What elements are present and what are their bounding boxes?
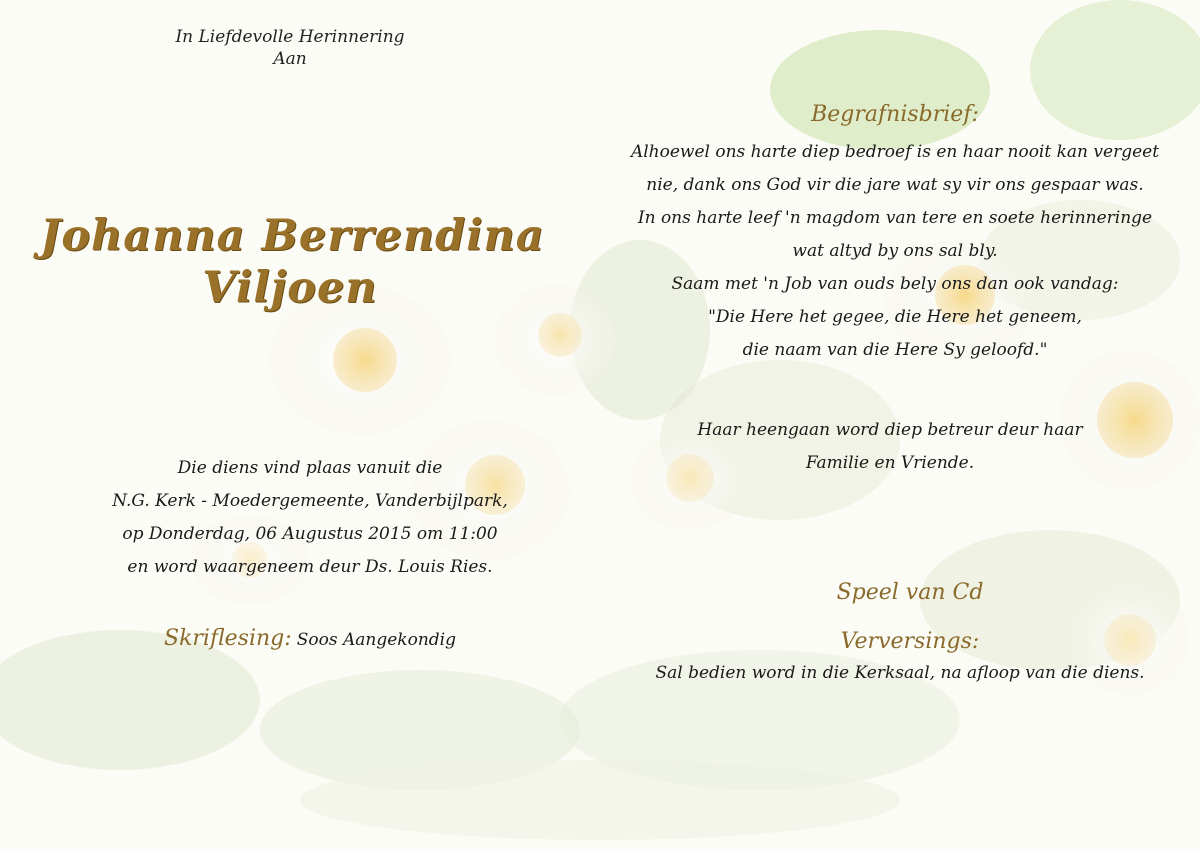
service-details [90,452,530,584]
scripture-reading [100,626,520,651]
mourned-by [640,414,1140,480]
service-line: Die diens vind plaas vanuit die [177,458,443,478]
mourned-line-1: Haar heengaan word diep betreur deur haar [697,420,1083,440]
service-line: op Donderdag, 06 Augustus 2015 om 11:00 [122,524,498,544]
scripture-value: Soos Aangekondig [296,630,456,650]
letter-line: "Die Here het gegee, die Here het geneem, [708,307,1082,327]
refreshments-text: Sal bedien word in die Kerksaal, na afloop van die diens. [655,663,1145,683]
music-label: Speel van Cd [836,580,984,605]
deceased-surname: Viljoen [202,263,378,313]
letter-line: In ons harte leef 'n magdom van tere en soete herinneringe [637,208,1153,228]
service-line: en word waargeneem deur Ds. Louis Ries. [127,557,493,577]
service-line: N.G. Kerk - Moedergemeente, Vanderbijlpark, [112,491,508,511]
scripture-label: Skriflesing: [164,626,292,651]
letter-line: wat altyd by ons sal bly. [792,241,998,261]
letter-line: Alhoewel ons harte diep bedroef is en haar nooit kan vergeet [630,142,1160,162]
letter-line: nie, dank ons God vir die jare wat sy vir ons gespaar was. [646,175,1144,195]
mourned-line-2: Familie en Vriende. [805,453,975,473]
deceased-first-names: Johanna Berrendina [40,211,545,261]
letter-line: die naam van die Here Sy geloofd." [742,340,1048,360]
letter-body [600,136,1190,367]
letter-line: Saam met 'n Job van ouds bely ons dan ook vandag: [671,274,1119,294]
memorial-header [140,26,440,70]
deceased-name [40,210,545,314]
header-line-1: In Liefdevolle Herinnering [175,27,405,47]
refreshments-heading: Verversings: [840,629,980,654]
letter-heading: Begrafnisbrief: [811,102,979,127]
header-line-2: Aan [273,49,307,69]
